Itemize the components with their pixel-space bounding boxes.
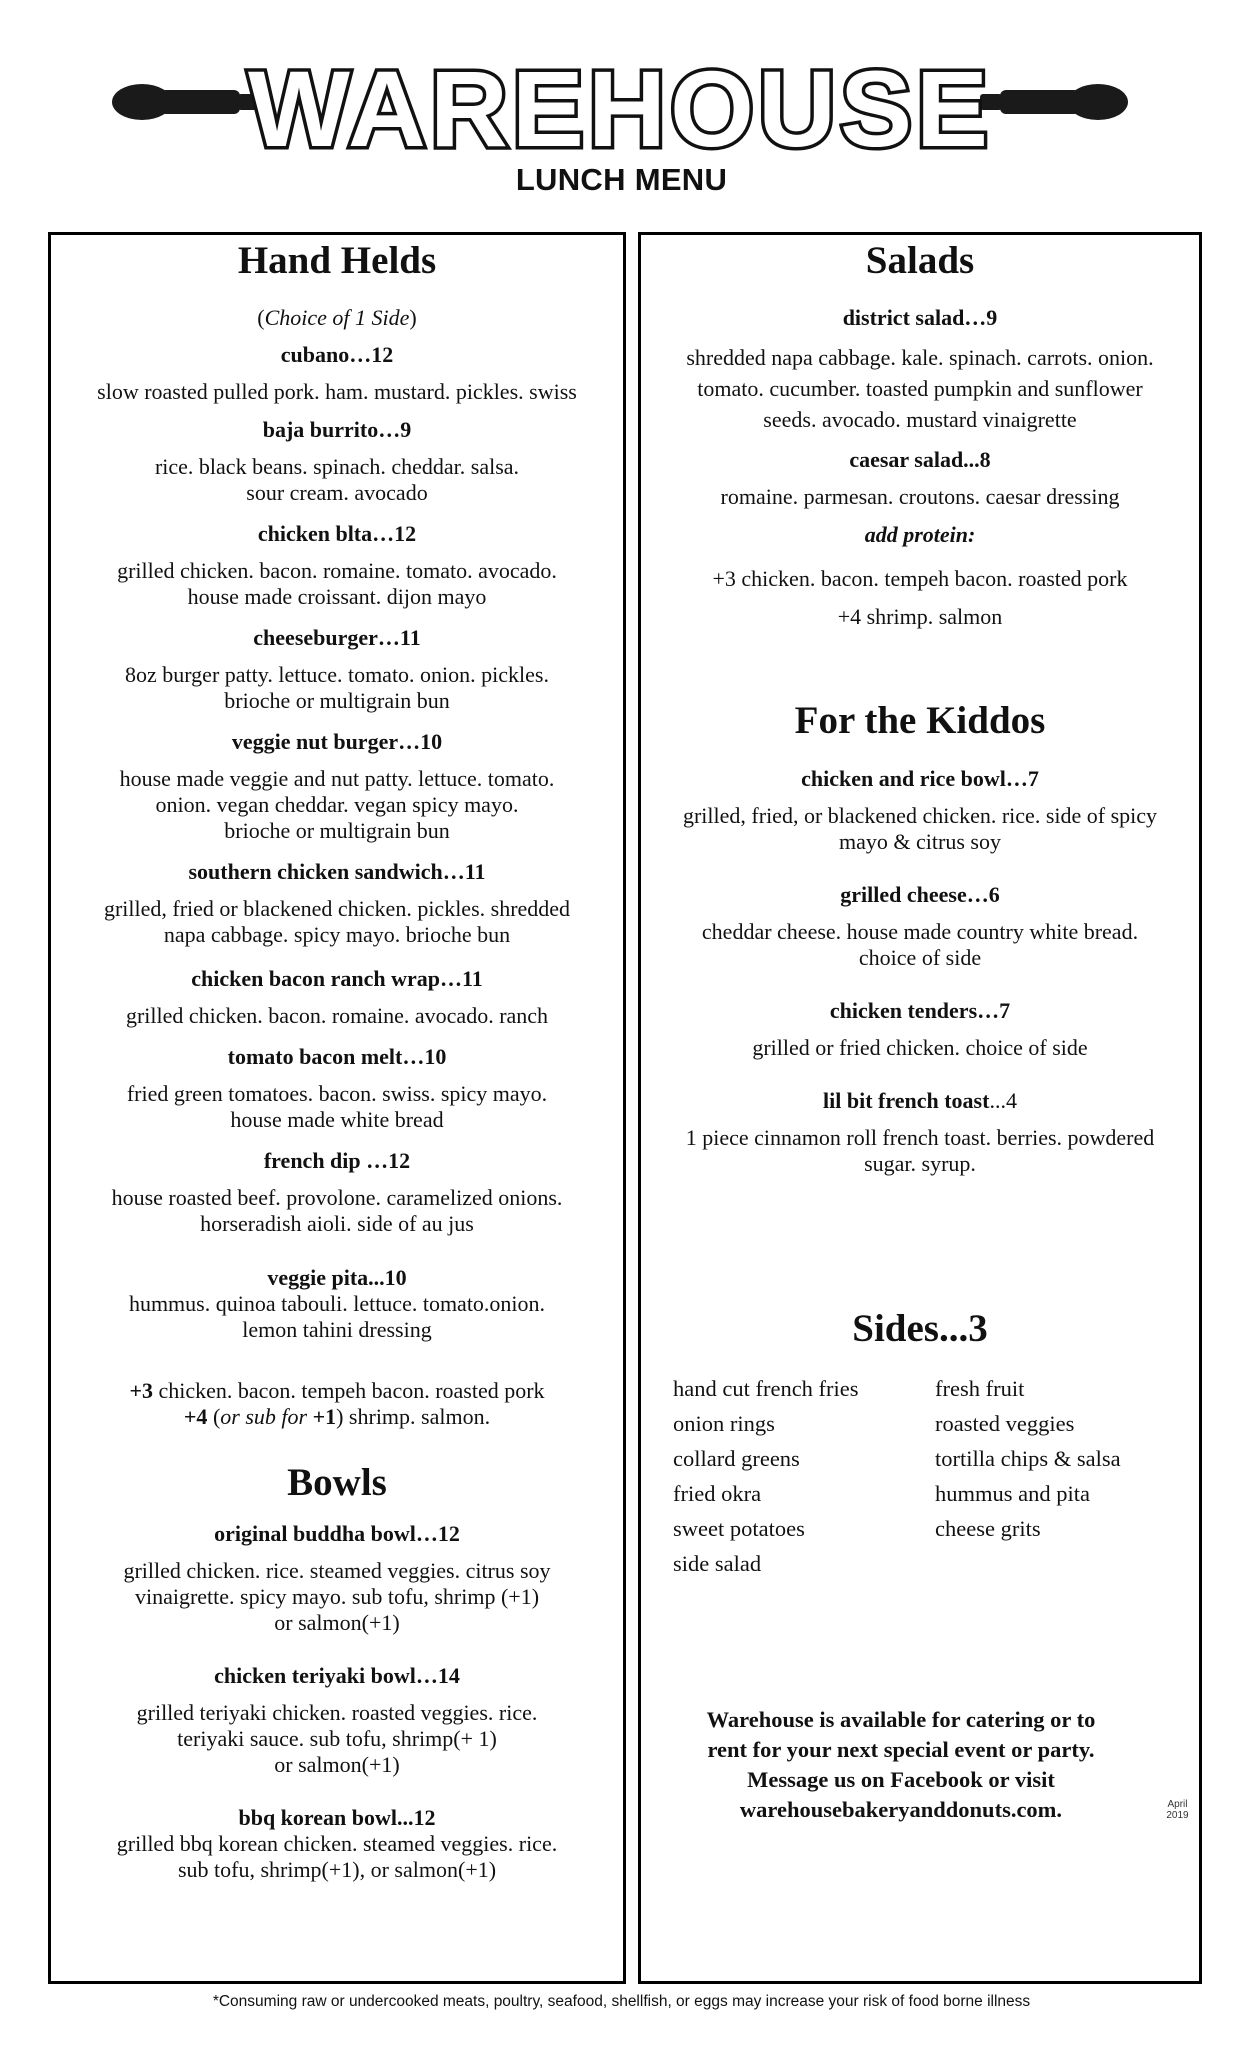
add-protein-label: add protein: <box>864 522 976 547</box>
menu-item-desc: grilled bbq korean chicken. steamed veggies. rice. sub tofu, shrimp(+1), or salmon(+1) <box>116 1831 558 1882</box>
side-item: sweet potatoes <box>673 1516 805 1541</box>
menu-item-desc: shredded napa cabbage. kale. spinach. carrots. onion. tomato. cucumber. toasted pumpkin and sunflower seeds. avocado. mustard vinaigrette <box>686 345 1154 432</box>
menu-item-name: southern chicken sandwich…11 <box>188 859 486 884</box>
section-title-sides: Sides...3 <box>852 1307 988 1350</box>
menu-item-name: tomato bacon melt…10 <box>227 1044 447 1069</box>
menu-item-desc: grilled chicken. bacon. romaine. tomato. avocado. house made croissant. dijon mayo <box>117 558 557 609</box>
side-item: collard greens <box>673 1446 800 1471</box>
menu-item-desc: grilled chicken. bacon. romaine. avocado. ranch <box>125 1003 549 1028</box>
menu-item-desc: grilled chicken. rice. steamed veggies. citrus soy vinaigrette. spicy mayo. sub tofu, shrimp (+1) or salmon(+1) <box>123 1558 551 1635</box>
menu-item-name: caesar salad...8 <box>849 447 991 472</box>
side-item: hand cut french fries <box>673 1376 859 1401</box>
menu-item-desc: romaine. parmesan. croutons. caesar dressing <box>720 484 1120 509</box>
logo-wordmark: WAREHOUSE <box>247 50 993 160</box>
menu-item-name: lil bit french toast...4 <box>823 1088 1017 1113</box>
menu-item-desc: house made veggie and nut patty. lettuce. tomato. onion. vegan cheddar. vegan spicy mayo. brioche or multigrain bun <box>119 766 555 843</box>
menu-item-desc: grilled teriyaki chicken. roasted veggies. rice. teriyaki sauce. sub tofu, shrimp(+ 1) or salmon(+1) <box>136 1700 538 1777</box>
menu-item-desc: hummus. quinoa tabouli. lettuce. tomato.onion. lemon tahini dressing <box>128 1291 546 1342</box>
menu-item-desc: fried green tomatoes. bacon. swiss. spicy mayo. house made white bread <box>126 1081 548 1132</box>
side-choice-note: (Choice of 1 Side) <box>257 305 417 330</box>
side-item: hummus and pita <box>935 1481 1090 1506</box>
section-title-hand-helds: Hand Helds <box>237 239 437 282</box>
addon-pricing: +3 chicken. bacon. tempeh bacon. roasted pork +4 (or sub for +1) shrimp. salmon. <box>129 1378 545 1429</box>
menu-item-name: cheeseburger…11 <box>253 625 421 650</box>
side-item: tortilla chips & salsa <box>935 1446 1121 1471</box>
menu-item-name: french dip …12 <box>263 1148 411 1173</box>
menu-item-name: cubano…12 <box>280 342 394 367</box>
left-menu-panel <box>48 232 626 1984</box>
menu-item-name: chicken tenders…7 <box>829 998 1011 1023</box>
section-title-kiddos: For the Kiddos <box>794 699 1046 742</box>
menu-item-desc: cheddar cheese. house made country white bread. choice of side <box>701 919 1139 970</box>
side-item: onion rings <box>673 1411 775 1436</box>
side-item: roasted veggies <box>935 1411 1075 1436</box>
menu-item-name: bbq korean bowl...12 <box>238 1805 436 1830</box>
menu-item-name: district salad…9 <box>842 305 998 330</box>
menu-item-name: original buddha bowl…12 <box>214 1521 460 1546</box>
side-item: fresh fruit <box>935 1376 1025 1401</box>
side-item: cheese grits <box>935 1516 1041 1541</box>
sides-column-1 <box>673 1371 935 1581</box>
menu-item-desc: slow roasted pulled pork. ham. mustard. pickles. swiss <box>97 379 577 404</box>
menu-item-name: veggie pita...10 <box>267 1265 407 1290</box>
menu-item-desc: 8oz burger patty. lettuce. tomato. onion. pickles. brioche or multigrain bun <box>124 662 549 713</box>
warehouse-logo <box>110 50 1130 160</box>
section-title-bowls: Bowls <box>287 1461 387 1504</box>
page-title: LUNCH MENU <box>515 162 728 197</box>
catering-notice: Warehouse is available for catering or to rent for your next special event or party. Message us on Facebook or visit warehousebakeryanddonuts.com. <box>681 1705 1121 1825</box>
section-title-salads: Salads <box>865 239 975 282</box>
right-menu-panel <box>638 232 1202 1984</box>
menu-item-name: chicken teriyaki bowl…14 <box>214 1663 460 1688</box>
menu-item-desc: 1 piece cinnamon roll french toast. berries. powdered sugar. syrup. <box>685 1125 1155 1176</box>
menu-item-name: baja burrito…9 <box>262 417 412 442</box>
rolling-pin-left-icon <box>112 84 260 120</box>
menu-item-desc: grilled, fried, or blackened chicken. rice. side of spicy mayo & citrus soy <box>682 803 1158 854</box>
menu-item-desc: house roasted beef. provolone. caramelized onions. horseradish aioli. side of au jus <box>111 1185 563 1236</box>
website-link[interactable]: warehousebakeryanddonuts.com. <box>739 1797 1063 1822</box>
menu-item-desc: grilled or fried chicken. choice of side <box>752 1035 1088 1060</box>
side-item: side salad <box>673 1551 762 1576</box>
menu-item-name: grilled cheese…6 <box>840 882 1000 907</box>
menu-item-name: chicken and rice bowl…7 <box>801 766 1039 791</box>
protein-options: +3 chicken. bacon. tempeh bacon. roasted pork +4 shrimp. salmon <box>712 566 1128 629</box>
menu-date: April 2019 <box>1166 1799 1189 1821</box>
menu-item-desc: rice. black beans. spinach. cheddar. salsa. sour cream. avocado <box>154 454 520 505</box>
food-safety-disclaimer: *Consuming raw or undercooked meats, poultry, seafood, shellfish, or eggs may increase your risk of food borne illness <box>212 1993 1031 2010</box>
rolling-pin-right-icon <box>980 84 1128 120</box>
menu-item-desc: grilled, fried or blackened chicken. pickles. shredded napa cabbage. spicy mayo. brioche bun <box>103 896 571 947</box>
sides-column-2 <box>935 1371 1173 1581</box>
menu-item-name: chicken bacon ranch wrap…11 <box>191 966 483 991</box>
side-item: fried okra <box>673 1481 762 1506</box>
menu-item-name: chicken blta…12 <box>257 521 417 546</box>
menu-item-name: veggie nut burger…10 <box>231 729 443 754</box>
sides-list <box>673 1371 1173 1581</box>
